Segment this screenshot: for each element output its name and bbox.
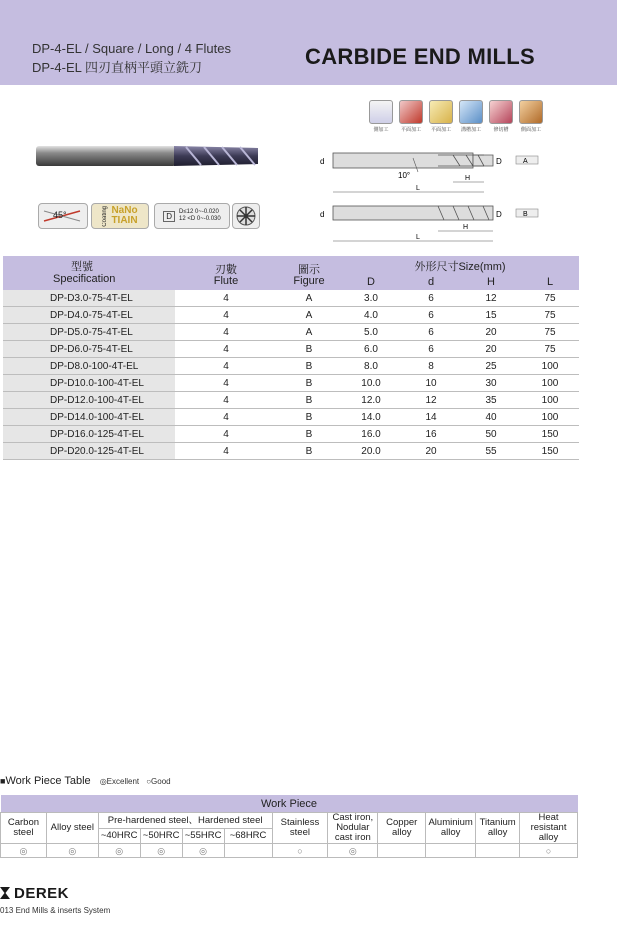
cell-d: 10 [401, 375, 461, 392]
svg-text:L: L [416, 234, 420, 241]
cell-H: 40 [461, 409, 521, 426]
cell-L: 100 [521, 392, 579, 409]
cell-flute: 4 [175, 409, 277, 426]
cell-L: 75 [521, 290, 579, 307]
svg-text:d: d [320, 157, 325, 166]
workpiece-band: Work Piece [1, 795, 578, 813]
ratings-row [1, 844, 578, 858]
aluminium-header: Aluminium alloy [426, 813, 476, 844]
table-row [3, 324, 579, 341]
svg-text:D: D [496, 157, 502, 166]
cell-spec: DP-D10.0-100-4T-EL [3, 375, 175, 392]
hrc-55: ~55HRC [182, 829, 224, 844]
cell-figure: B [277, 426, 341, 443]
svg-text:B: B [523, 211, 528, 218]
cell-spec: DP-D14.0-100-4T-EL [3, 409, 175, 426]
hrc-50: ~50HRC [140, 829, 182, 844]
cell-H: 20 [461, 341, 521, 358]
flute-header: 刃數 Flute [175, 256, 277, 290]
rating-cell [426, 844, 476, 858]
titanium-header: Titanium alloy [476, 813, 520, 844]
rating-cell: ○ [520, 844, 578, 858]
cell-L: 150 [521, 443, 579, 460]
cell-L: 75 [521, 341, 579, 358]
cell-L: 100 [521, 375, 579, 392]
prehardened-header: Pre-hardened steel、Hardened steel [98, 813, 272, 829]
cell-D: 6.0 [341, 341, 401, 358]
cell-spec: DP-D16.0-125-4T-EL [3, 426, 175, 443]
rating-cell: ○ [272, 844, 328, 858]
cell-D: 16.0 [341, 426, 401, 443]
cell-H: 30 [461, 375, 521, 392]
cell-flute: 4 [175, 307, 277, 324]
table-row [3, 409, 579, 426]
cell-figure: A [277, 290, 341, 307]
four-flute-icon [232, 203, 260, 229]
cell-D: 12.0 [341, 392, 401, 409]
col-d: d [401, 274, 461, 290]
table-row [3, 392, 579, 409]
cell-L: 75 [521, 307, 579, 324]
table-row [3, 426, 579, 443]
cell-L: 75 [521, 324, 579, 341]
svg-text:d: d [320, 210, 325, 219]
table-row [3, 443, 579, 460]
cell-figure: B [277, 358, 341, 375]
cell-spec: DP-D5.0-75-4T-EL [3, 324, 175, 341]
stainless-header: Stainless steel [272, 813, 328, 844]
cell-figure: B [277, 443, 341, 460]
figure-header: 圖示 Figure [277, 256, 341, 290]
svg-text:L: L [416, 185, 420, 192]
figure-a-drawing [318, 150, 548, 200]
cell-D: 10.0 [341, 375, 401, 392]
copper-header: Copper alloy [378, 813, 426, 844]
slotting-icon: 溝槽加工 [458, 100, 484, 133]
cell-H: 25 [461, 358, 521, 375]
rating-cell: ◎ [182, 844, 224, 858]
cell-d: 6 [401, 341, 461, 358]
cell-flute: 4 [175, 375, 277, 392]
col-L: L [521, 274, 579, 290]
subtitle-line2: DP-4-EL 四刃直柄平頭立銑刀 [32, 60, 202, 75]
alloy-steel-header: Alloy steel [46, 813, 98, 844]
svg-text:A: A [523, 158, 528, 165]
face-milling-icon: 平面加工 [398, 100, 424, 133]
figure-b-drawing [318, 203, 548, 248]
svg-text:D: D [496, 210, 502, 219]
cell-flute: 4 [175, 341, 277, 358]
plane-milling-icon: 平面加工 [428, 100, 454, 133]
cell-spec: DP-D4.0-75-4T-EL [3, 307, 175, 324]
application-icons [368, 100, 544, 133]
rating-cell: ◎ [140, 844, 182, 858]
cell-H: 55 [461, 443, 521, 460]
cell-figure: B [277, 409, 341, 426]
cell-spec: DP-D8.0-100-4T-EL [3, 358, 175, 375]
workpiece-table [0, 795, 578, 858]
svg-text:H: H [465, 175, 471, 182]
subtitle-line1: DP-4-EL / Square / Long / 4 Flutes [32, 41, 231, 56]
rating-cell [476, 844, 520, 858]
side-milling-icon: 側加工 [368, 100, 394, 133]
table-row [3, 341, 579, 358]
cell-D: 20.0 [341, 443, 401, 460]
page-title: CARBIDE END MILLS [305, 44, 535, 69]
spec-table [3, 256, 579, 460]
cell-flute: 4 [175, 443, 277, 460]
rating-cell: ◎ [98, 844, 140, 858]
table-row [3, 290, 579, 307]
cell-d: 6 [401, 324, 461, 341]
cell-d: 6 [401, 290, 461, 307]
cell-H: 50 [461, 426, 521, 443]
cell-L: 100 [521, 409, 579, 426]
col-D: D [341, 274, 401, 290]
hrc-40: ~40HRC [98, 829, 140, 844]
cell-figure: A [277, 307, 341, 324]
cell-d: 12 [401, 392, 461, 409]
diameter-tolerance-badge: D D≤12 0~-0.020 12 <D 0~-0.030 [154, 203, 230, 229]
cell-figure: B [277, 341, 341, 358]
cast-iron-header: Cast iron, Nodular cast iron [328, 813, 378, 844]
cell-d: 6 [401, 307, 461, 324]
workpiece-title-row: ■Work Piece Table ◎Excellent ○Good [0, 775, 171, 787]
rating-cell [378, 844, 426, 858]
cell-spec: DP-D3.0-75-4T-EL [3, 290, 175, 307]
cell-H: 15 [461, 307, 521, 324]
cell-flute: 4 [175, 290, 277, 307]
derek-logo: DEREK [0, 885, 69, 902]
cell-D: 4.0 [341, 307, 401, 324]
cell-d: 16 [401, 426, 461, 443]
cell-L: 150 [521, 426, 579, 443]
cell-flute: 4 [175, 324, 277, 341]
cell-d: 8 [401, 358, 461, 375]
cell-spec: DP-D20.0-125-4T-EL [3, 443, 175, 460]
table-row [3, 307, 579, 324]
rating-cell [224, 844, 272, 858]
cell-flute: 4 [175, 392, 277, 409]
rating-cell: ◎ [1, 844, 47, 858]
coating-badge: Coating NaNo TIAIN [91, 203, 149, 229]
svg-text:H: H [463, 224, 469, 231]
svg-text:10°: 10° [398, 171, 411, 180]
rating-cell: ◎ [46, 844, 98, 858]
carbon-steel-header: Carbon steel [1, 813, 47, 844]
side-face-icon: 側面加工 [518, 100, 544, 133]
derek-logo-icon [0, 887, 10, 899]
helix-angle-badge: 45° [38, 203, 88, 229]
cell-flute: 4 [175, 358, 277, 375]
size-header: 外形尺寸Size(mm) [341, 256, 579, 274]
heat-resistant-header: Heat resistant alloy [520, 813, 578, 844]
cell-figure: B [277, 392, 341, 409]
footer-tagline: 013 End Mills & inserts System [0, 906, 111, 915]
hrc-68: ~68HRC [224, 829, 272, 844]
cell-H: 20 [461, 324, 521, 341]
cell-D: 14.0 [341, 409, 401, 426]
trim-slot-icon: 修切槽 [488, 100, 514, 133]
cell-H: 12 [461, 290, 521, 307]
cell-flute: 4 [175, 426, 277, 443]
spec-header: 型號 Specification [3, 256, 175, 290]
cell-figure: B [277, 375, 341, 392]
end-mill-image [36, 143, 261, 173]
cell-d: 20 [401, 443, 461, 460]
cell-d: 14 [401, 409, 461, 426]
cell-figure: A [277, 324, 341, 341]
col-H: H [461, 274, 521, 290]
cell-D: 3.0 [341, 290, 401, 307]
cell-H: 35 [461, 392, 521, 409]
cell-L: 100 [521, 358, 579, 375]
cell-D: 8.0 [341, 358, 401, 375]
cell-spec: DP-D12.0-100-4T-EL [3, 392, 175, 409]
table-row [3, 358, 579, 375]
rating-cell: ◎ [328, 844, 378, 858]
cell-D: 5.0 [341, 324, 401, 341]
table-row [3, 375, 579, 392]
cell-spec: DP-D6.0-75-4T-EL [3, 341, 175, 358]
header-band [0, 0, 617, 85]
